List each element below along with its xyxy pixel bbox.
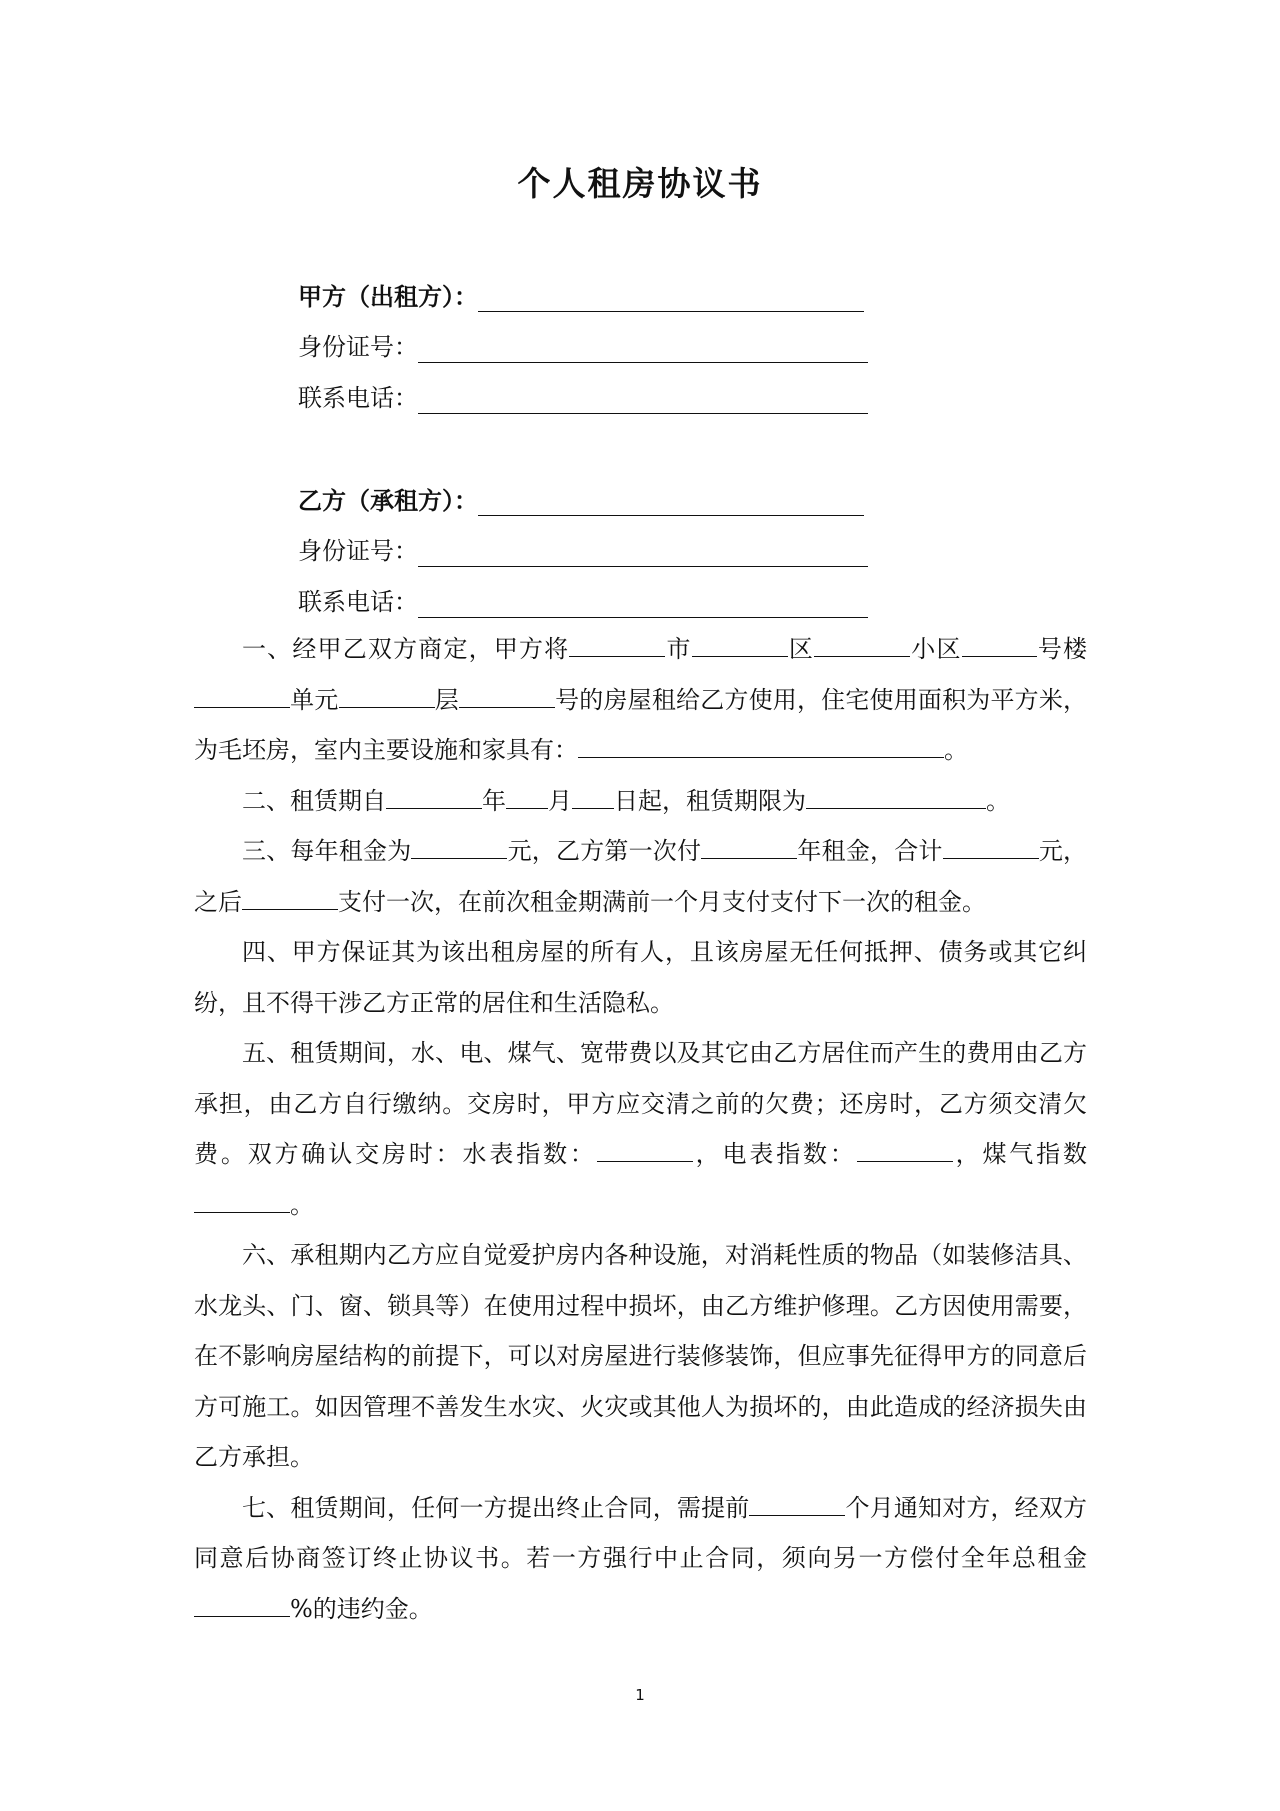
party-a-block <box>298 270 1018 423</box>
clause-3-text-3: 年租金，合计 <box>797 837 943 865</box>
clause-5-text-3: ，煤气指数 <box>952 1140 1088 1168</box>
clause-2 <box>194 776 1087 827</box>
clause-1-text-2: 市 <box>665 635 692 663</box>
party-a-phone-label: 联系电话： <box>298 384 418 412</box>
clause-2-text-3: 月 <box>548 786 572 815</box>
party-b-name-row <box>298 474 1018 525</box>
facilities-blank[interactable] <box>578 735 944 758</box>
party-b-role-label: 乙方（承租方）： <box>298 486 478 515</box>
clause-7-text-3: %的违约金。 <box>290 1594 433 1623</box>
electric-meter-blank[interactable] <box>857 1139 953 1162</box>
clause-1-text-4: 小区 <box>910 635 962 663</box>
penalty-percent-blank[interactable] <box>194 1594 290 1617</box>
party-a-phone-row <box>298 372 1018 423</box>
payment-interval-blank[interactable] <box>242 887 338 910</box>
gas-meter-blank[interactable] <box>194 1190 290 1213</box>
clause-3-text-2: 元，乙方第一次付 <box>507 837 702 865</box>
document-title: 个人租房协议书 <box>517 164 763 203</box>
clause-1-text-6: 单元 <box>290 685 339 714</box>
clause-2-text-1: 二、租赁期自 <box>242 786 386 815</box>
clause-3-text-4: 元，之后 <box>194 837 1088 916</box>
clause-6 <box>194 1230 1087 1483</box>
clause-7 <box>194 1483 1087 1635</box>
party-b-block <box>298 474 1018 627</box>
party-a-id-field[interactable] <box>418 332 868 363</box>
party-b-phone-field[interactable] <box>418 587 868 618</box>
water-meter-blank[interactable] <box>597 1139 693 1162</box>
contract-body <box>194 624 1087 1634</box>
party-b-id-field[interactable] <box>418 536 868 567</box>
party-b-id-label: 身份证号： <box>298 537 418 565</box>
room-number-blank[interactable] <box>459 685 555 708</box>
district-blank[interactable] <box>692 634 788 657</box>
start-day-blank[interactable] <box>572 786 614 809</box>
party-a-name-field[interactable] <box>478 281 864 312</box>
party-b-phone-row <box>298 576 1018 627</box>
community-blank[interactable] <box>814 634 910 657</box>
clause-1-text-1: 一、经甲乙双方商定，甲方将 <box>242 635 570 663</box>
clause-4 <box>194 927 1087 1028</box>
clause-1-text-9: 。 <box>944 736 968 764</box>
clause-7-text-2: 个月通知对方，经双方同意后协商签订终止协议书。若一方强行中止合同，须向另一方偿付全年总租金 <box>194 1493 1088 1572</box>
party-a-id-label: 身份证号： <box>298 333 418 361</box>
clause-1-text-5: 号楼 <box>1036 635 1088 663</box>
clause-3-text-1: 三、每年租金为 <box>242 837 412 865</box>
floor-blank[interactable] <box>339 685 435 708</box>
annual-rent-blank[interactable] <box>411 836 507 859</box>
lease-term-blank[interactable] <box>806 786 986 809</box>
clause-7-text-1: 七、租赁期间，任何一方提出终止合同，需提前 <box>242 1493 750 1522</box>
clause-5-text-4: 。 <box>290 1190 314 1219</box>
clause-3 <box>194 826 1087 927</box>
first-payment-years-blank[interactable] <box>701 836 797 859</box>
clause-6-text: 六、承租期内乙方应自觉爱护房内各种设施，对消耗性质的物品（如装修洁具、水龙头、门、窗、锁具等）在使用过程中损坏，由乙方维护修理。乙方因使用需要，在不影响房屋结构的前提下，可以对房屋进行装修装饰，但应事先征得甲方的同意后方可施工。如因管理不善发生水灾、火灾或其他人为损坏的，由此造成的经济损失由乙方承担。 <box>194 1241 1087 1471</box>
unit-blank[interactable] <box>194 685 290 708</box>
clause-5-text-2: ，电表指数： <box>692 1140 857 1168</box>
clause-1-text-7: 层 <box>434 685 459 714</box>
clause-1-text-3: 区 <box>787 635 815 663</box>
clause-5 <box>194 1028 1087 1230</box>
clause-2-text-4: 日起，租赁期限为 <box>614 786 806 815</box>
party-a-id-row <box>298 321 1018 372</box>
party-b-name-field[interactable] <box>478 485 864 516</box>
clause-4-text: 四、甲方保证其为该出租房屋的所有人，且该房屋无任何抵押、债务或其它纠纷，且不得干涉乙方正常的居住和生活隐私。 <box>194 938 1087 1017</box>
clause-2-text-5: 。 <box>986 786 1010 815</box>
notice-months-blank[interactable] <box>749 1493 845 1516</box>
clause-3-text-5: 支付一次，在前次租金期满前一个月支付支付下一次的租金。 <box>338 887 986 916</box>
clause-5-text-1: 五、租赁期间，水、电、煤气、宽带费以及其它由乙方居住而产生的费用由乙方承担，由乙方自行缴纳。交房时，甲方应交清之前的欠费；还房时，乙方须交清欠费。双方确认交房时：水表指数： <box>194 1039 1087 1168</box>
party-b-phone-label: 联系电话： <box>298 588 418 616</box>
party-b-id-row <box>298 525 1018 576</box>
party-a-phone-field[interactable] <box>418 383 868 414</box>
page-number: 1 <box>635 1686 645 1704</box>
clause-1-text-8: 号的房屋租给乙方使用，住宅使用面积为平方米，为毛坯房，室内主要设施和家具有： <box>194 685 1088 764</box>
party-a-name-row <box>298 270 1018 321</box>
party-a-role-label: 甲方（出租方）： <box>298 282 478 311</box>
total-amount-blank[interactable] <box>943 836 1039 859</box>
clause-1 <box>194 624 1087 776</box>
start-year-blank[interactable] <box>386 786 482 809</box>
clause-2-text-2: 年 <box>482 786 506 815</box>
building-number-blank[interactable] <box>962 634 1037 657</box>
start-month-blank[interactable] <box>506 786 548 809</box>
city-blank[interactable] <box>569 634 665 657</box>
